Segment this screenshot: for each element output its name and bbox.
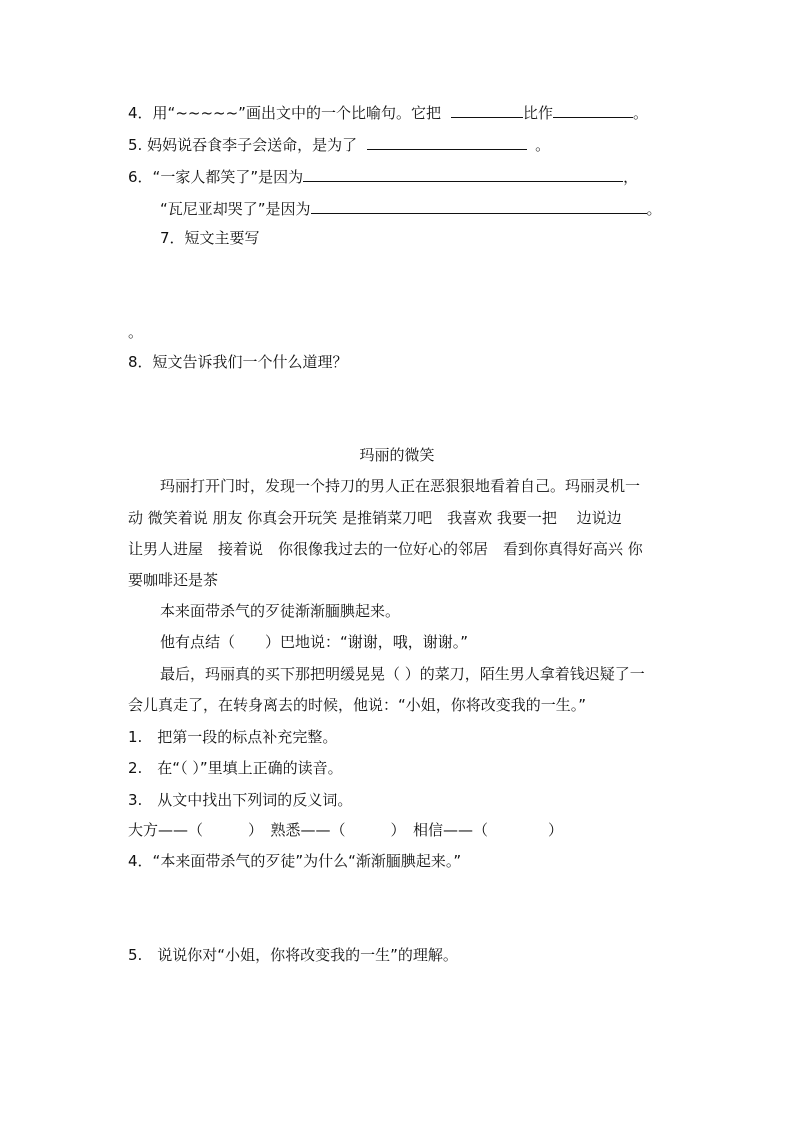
question-6-line-1 xyxy=(128,166,638,186)
story-p1-line-4: 要咖啡还是茶 xyxy=(128,571,219,589)
story-question-1: 1. 把第一段的标点补充完整。 xyxy=(128,728,338,746)
q6-blank-1[interactable] xyxy=(303,166,623,182)
story-p4-line-1: 最后，玛丽真的买下那把明缓晃晃（ ）的菜刀，陌生男人拿着钱迟疑了一 xyxy=(160,665,645,683)
q6-text-d: 。 xyxy=(646,200,662,218)
q4-blank-1[interactable] xyxy=(451,102,523,118)
q5-text-a: 5. 妈妈说吞食李子会送命，是为了 xyxy=(128,136,358,154)
story-title: 玛丽的微笑 xyxy=(359,446,435,464)
q5-blank[interactable] xyxy=(367,134,527,150)
q4-blank-2[interactable] xyxy=(553,102,633,118)
question-4 xyxy=(128,102,648,122)
question-8: 8．短文告诉我们一个什么道理？ xyxy=(128,353,348,371)
q4-text-c: 比作 xyxy=(522,104,553,122)
q4-text-d: 。 xyxy=(632,104,648,122)
q5-text-b: 。 xyxy=(535,136,551,154)
question-5 xyxy=(128,134,550,154)
q6-text-b: ， xyxy=(623,168,639,186)
story-p4-line-2: 会儿真走了，在转身离去的时候，他说：“小姐，你将改变我的一生。” xyxy=(128,696,587,714)
story-p1-line-2: 动 微笑着说 朋友 你真会开玩笑 是推销菜刀吧 我喜欢 我要一把 边说边 xyxy=(128,509,622,527)
story-question-2: 2. 在“（ ）”里填上正确的读音。 xyxy=(128,759,343,777)
story-question-5: 5. 说说你对“小姐，你将改变我的一生”的理解。 xyxy=(128,946,458,964)
question-7: 7．短文主要写 xyxy=(160,229,260,247)
story-p2: 本来面带杀气的歹徒渐渐腼腆起来。 xyxy=(160,602,401,620)
story-p1-line-1: 玛丽打开门时，发现一个持刀的男人正在恶狠狠地看着自己。玛丽灵机一 xyxy=(160,477,641,495)
q6-blank-2[interactable] xyxy=(311,198,647,214)
story-p1-line-3: 让男人进屋 接着说 你很像我过去的一位好心的邻居 看到你真得好高兴 你 xyxy=(128,540,643,558)
antonym-row: 大方——（ ） 熟悉——（ ） 相信——（ ） xyxy=(128,821,564,839)
q6-text-c: “瓦尼亚却哭了”是因为 xyxy=(160,200,311,218)
question-6-line-2 xyxy=(160,198,662,218)
story-question-4: 4．“本来面带杀气的歹徒”为什么“渐渐腼腆起来。” xyxy=(128,852,462,870)
story-p3: 他有点结（ ）巴地说：“谢谢，哦，谢谢。” xyxy=(160,633,469,651)
q6-text-a: 6．“一家人都笑了”是因为 xyxy=(128,168,304,186)
q4-text-a: 4．用“ xyxy=(128,104,176,122)
question-7-end: 。 xyxy=(128,323,144,341)
q4-wave-mark: ~~~~~ xyxy=(175,104,239,122)
q4-text-b: ”画出文中的一个比喻句。它把 xyxy=(238,104,441,122)
story-question-3: 3. 从文中找出下列词的反义词。 xyxy=(128,791,353,809)
